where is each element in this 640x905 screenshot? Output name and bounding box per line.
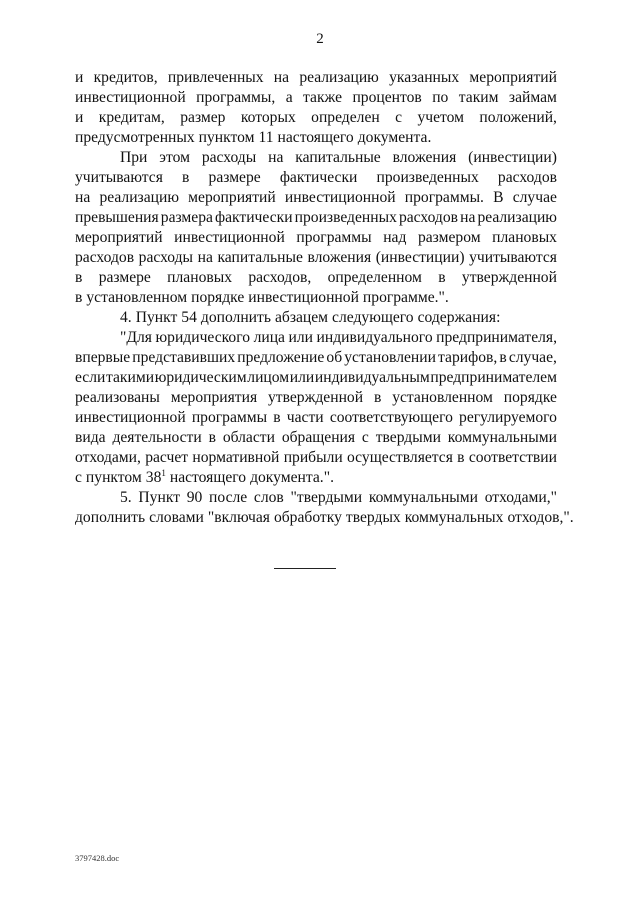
paragraph-p3: [75, 308, 557, 328]
text-line: 4. Пункт 54 дополнить абзацем следующего содержания:: [120, 309, 501, 326]
text-line: 5. Пункт 90 после слов "твердыми коммунальными отходами,": [120, 489, 557, 506]
document-body: [75, 68, 574, 528]
page-number: 2: [316, 31, 324, 47]
text-line: расходов расходы на капитальные вложения (инвестиции) учитываются: [75, 249, 557, 266]
footnote-superscript: 1: [161, 468, 166, 478]
text-line: мероприятий инвестиционной программы над размером плановых: [75, 229, 557, 246]
text-line: учитываются в размере фактически произведенных расходов: [75, 169, 557, 186]
text-line: вида деятельности в области обращения с твердыми коммунальными: [75, 429, 557, 446]
paragraph-p1: [75, 68, 557, 148]
paragraph-p2: [75, 148, 557, 308]
text-line: в установленном порядке инвестиционной программе.".: [75, 289, 449, 306]
text-line: на реализацию мероприятий инвестиционной программы. В случае: [75, 189, 557, 206]
text-line: и кредитов, привлеченных на реализацию указанных мероприятий: [75, 69, 557, 86]
text-line: При этом расходы на капитальные вложения (инвестиции): [120, 149, 557, 166]
text-line: инвестиционной программы, а также процентов по таким займам: [75, 89, 557, 106]
text-line: в размере плановых расходов, определенном в утвержденной: [75, 269, 557, 286]
text-line: реализованы мероприятия утвержденной в установленном порядке: [75, 389, 557, 406]
paragraph-p5: [75, 488, 574, 528]
text-line: "Для юридического лица или индивидуального предпринимателя,: [120, 329, 557, 346]
text-line: предусмотренных пунктом 11 настоящего документа.: [75, 129, 432, 146]
text-line: дополнить словами "включая обработку твердых коммунальных отходов,".: [75, 509, 574, 526]
text-line: превышения размера фактически произведенных расходов на реализацию: [75, 209, 557, 226]
text-line: инвестиционной программы в части соответствующего регулируемого: [75, 409, 557, 426]
text-line: если такими юридическим лицом или индивидуальным предпринимателем: [75, 369, 557, 386]
text-line: и кредитам, размер которых определен с учетом положений,: [75, 109, 557, 126]
text-line: с пунктом $38^1$ настоящего документа.".: [75, 468, 334, 486]
text-line: отходами, расчет нормативной прибыли осуществляется в соответствии: [75, 449, 557, 466]
footer-file-name: 3797428.doc: [75, 853, 120, 863]
paragraph-p4: [75, 328, 557, 488]
section-divider: [274, 568, 336, 569]
text-line: впервые представивших предложение об установлении тарифов, в случае,: [75, 349, 557, 366]
